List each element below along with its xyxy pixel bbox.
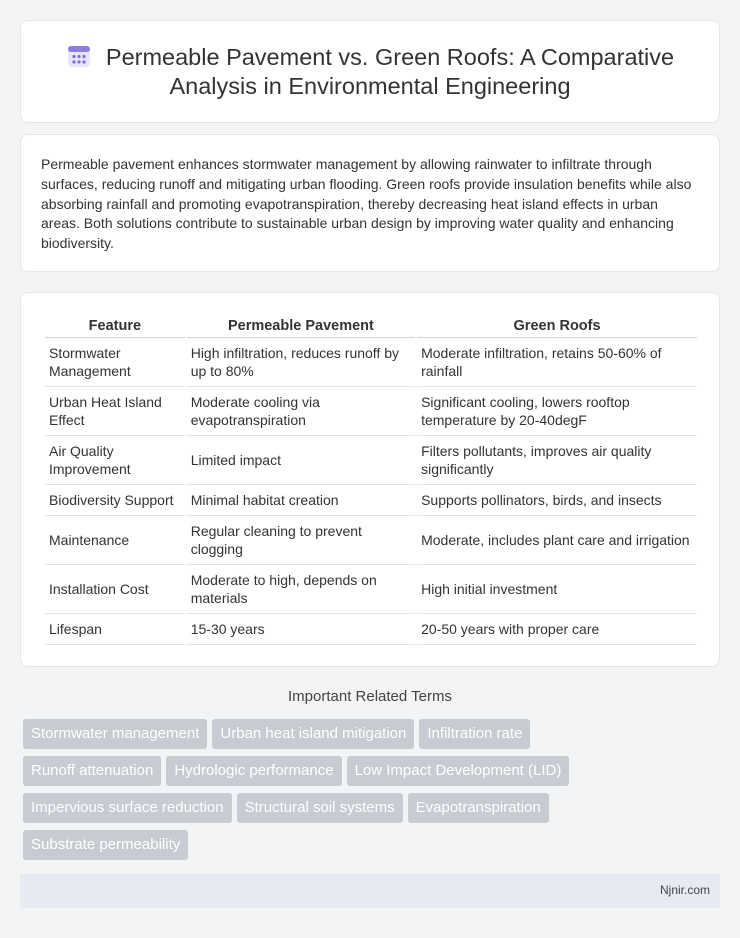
feature-cell: Maintenance [45,516,185,565]
pavement-cell: Moderate cooling via evapotranspiration [187,387,415,436]
calendar-grid-icon [66,43,92,69]
pavement-cell: 15-30 years [187,614,415,645]
feature-cell: Lifespan [45,614,185,645]
table-header-row [45,315,697,338]
roofs-cell: Moderate infiltration, retains 50-60% of rainfall [417,338,697,387]
roofs-cell: Filters pollutants, improves air quality significantly [417,436,697,485]
table-row [45,436,697,485]
comparison-table [43,315,699,645]
related-terms-heading: Important Related Terms [288,688,452,705]
footer-site-link[interactable]: Njnir.com [659,883,710,897]
related-term-tag[interactable]: Runoff attenuation [23,756,161,786]
pavement-cell: Minimal habitat creation [187,485,415,516]
roofs-cell: 20-50 years with proper care [417,614,697,645]
page-title [21,43,719,101]
feature-cell: Stormwater Management [45,338,185,387]
title-card [20,20,720,123]
header-permeable-pavement: Permeable Pavement [187,315,415,338]
related-term-tag[interactable]: Stormwater management [23,719,207,749]
table-row [45,338,697,387]
feature-cell: Installation Cost [45,565,185,614]
related-term-tag[interactable]: Infiltration rate [419,719,530,749]
table-row [45,614,697,645]
roofs-cell: Significant cooling, lowers rooftop temperature by 20-40degF [417,387,697,436]
pavement-cell: Regular cleaning to prevent clogging [187,516,415,565]
pavement-cell: High infiltration, reduces runoff by up to 80% [187,338,415,387]
table-row [45,387,697,436]
related-terms-list [23,719,623,867]
comparison-card [20,292,720,667]
related-term-tag[interactable]: Substrate permeability [23,830,188,860]
feature-cell: Biodiversity Support [45,485,185,516]
related-term-tag[interactable]: Impervious surface reduction [23,793,232,823]
feature-cell: Urban Heat Island Effect [45,387,185,436]
table-row [45,485,697,516]
pavement-cell: Moderate to high, depends on materials [187,565,415,614]
table-row [45,565,697,614]
feature-cell: Air Quality Improvement [45,436,185,485]
roofs-cell: Supports pollinators, birds, and insects [417,485,697,516]
intro-card [20,134,720,272]
related-term-tag[interactable]: Evapotranspiration [408,793,549,823]
intro-paragraph: Permeable pavement enhances stormwater management by allowing rainwater to infiltrate through surfaces, reducing runoff and mitigating urban flooding. Green roofs provide insulation benefits while also absorbing rainfall and promoting evapotranspiration, thereby decreasing heat island effects in urban areas. Both solutions contribute to sustainable urban design by improving water quality and enhancing biodiversity. [41,156,692,252]
pavement-cell: Limited impact [187,436,415,485]
footer-bar [20,874,720,908]
title-line-1: Permeable Pavement vs. Green Roofs: A Comparative [105,44,675,70]
title-line-2: Analysis in Environmental Engineering [169,73,571,99]
related-term-tag[interactable]: Hydrologic performance [166,756,341,786]
roofs-cell: High initial investment [417,565,697,614]
table-row [45,516,697,565]
related-term-tag[interactable]: Structural soil systems [237,793,403,823]
related-term-tag[interactable]: Urban heat island mitigation [212,719,414,749]
related-term-tag[interactable]: Low Impact Development (LID) [347,756,570,786]
header-feature: Feature [45,315,185,338]
roofs-cell: Moderate, includes plant care and irrigation [417,516,697,565]
header-green-roofs: Green Roofs [417,315,697,338]
